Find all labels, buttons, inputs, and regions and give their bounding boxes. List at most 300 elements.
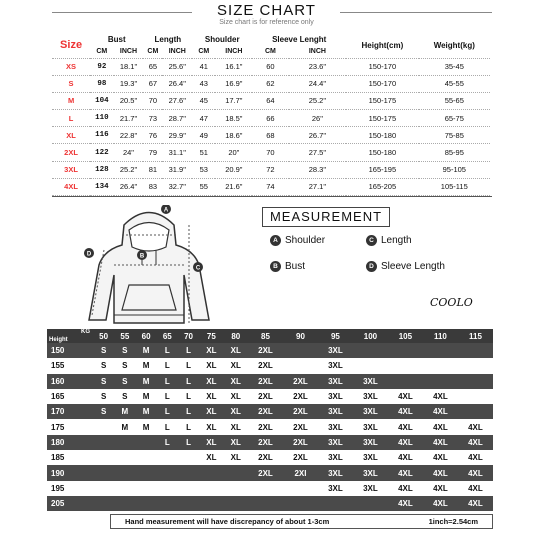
size-cell: 165-195 [346, 161, 418, 178]
size-recommendation [458, 404, 493, 419]
size-cell: 73 [143, 110, 162, 127]
height-value: 190 [47, 465, 93, 480]
size-recommendation: 3XL [353, 465, 388, 480]
size-recommendation: 2XL [283, 435, 318, 450]
size-recommendation: S [114, 343, 135, 358]
size-recommendation: M [114, 404, 135, 419]
height-row [47, 481, 493, 496]
height-row [47, 435, 493, 450]
weight-header: 70 [178, 329, 199, 343]
size-recommendation: 2XL [283, 419, 318, 434]
size-recommendation [114, 496, 135, 511]
hoodie-diagram [84, 205, 214, 325]
size-cell: 20.5" [114, 92, 144, 109]
size-recommendation [93, 465, 114, 480]
size-cell: 116 [90, 127, 113, 144]
page-subtitle: Size chart is for reference only [219, 19, 314, 26]
size-label: XL [52, 127, 90, 144]
size-recommendation: 3XL [318, 450, 353, 465]
size-recommendation [388, 343, 423, 358]
weight-header: 65 [157, 329, 178, 343]
unit-header: INCH [215, 45, 252, 58]
size-cell: 47 [192, 110, 215, 127]
size-recommendation: L [178, 389, 199, 404]
size-cell: 16.9" [215, 75, 252, 92]
size-recommendation: 3XL [353, 435, 388, 450]
size-recommendation: 4XL [388, 496, 423, 511]
size-cell: 55-65 [419, 92, 490, 109]
size-recommendation: 2XL [283, 389, 318, 404]
size-cell: 26.4" [114, 178, 144, 195]
page-title: SIZE CHART [217, 2, 316, 19]
size-cell: 20" [215, 144, 252, 161]
size-recommendation: L [178, 374, 199, 389]
size-row [52, 58, 490, 75]
size-recommendation: 3XL [318, 343, 353, 358]
size-cell: 150-180 [346, 144, 418, 161]
height-row [47, 389, 493, 404]
height-row [47, 404, 493, 419]
size-recommendation [353, 358, 388, 373]
size-recommendation: L [178, 358, 199, 373]
size-recommendation: L [178, 435, 199, 450]
size-row [52, 92, 490, 109]
size-recommendation: 4XL [458, 419, 493, 434]
size-cell: 25.6" [162, 58, 192, 75]
height-row [47, 450, 493, 465]
size-recommendation: 2XL [248, 419, 283, 434]
size-recommendation [157, 496, 178, 511]
measurement-title: MEASUREMENT [262, 207, 390, 227]
size-cell: 28.7" [162, 110, 192, 127]
size-row [52, 178, 490, 195]
size-cell: 35-45 [419, 58, 490, 75]
size-cell: 26.4" [162, 75, 192, 92]
size-recommendation [135, 465, 156, 480]
discrepancy-note: Hand measurement will have discrepancy of about 1-3cm [125, 517, 330, 526]
size-recommendation: L [157, 404, 178, 419]
brand-logo: COOLO [430, 296, 473, 309]
size-cell: 41 [192, 58, 215, 75]
size-cell: 104 [90, 92, 113, 109]
size-cell: 83 [143, 178, 162, 195]
size-recommendation [318, 496, 353, 511]
size-recommendation: 2XL [248, 404, 283, 419]
size-row [52, 110, 490, 127]
size-recommendation: 2XL [248, 374, 283, 389]
size-recommendation [224, 481, 248, 496]
size-recommendation: S [93, 389, 114, 404]
size-recommendation: 3XL [353, 419, 388, 434]
size-recommendation [135, 496, 156, 511]
size-recommendation [423, 358, 458, 373]
size-cell: 150-175 [346, 92, 418, 109]
size-recommendation: 3XL [318, 419, 353, 434]
size-table [52, 33, 490, 196]
size-recommendation: L [157, 419, 178, 434]
size-cell: 49 [192, 127, 215, 144]
size-recommendation [224, 496, 248, 511]
size-recommendation: L [178, 343, 199, 358]
weight-header: 80 [224, 329, 248, 343]
weight-header: 105 [388, 329, 423, 343]
size-cell: 51 [192, 144, 215, 161]
size-recommendation: S [114, 389, 135, 404]
size-recommendation: XL [224, 404, 248, 419]
unit-header: CM [192, 45, 215, 58]
size-cell: 16.1" [215, 58, 252, 75]
size-recommendation: 4XL [388, 389, 423, 404]
size-recommendation: 4XL [388, 465, 423, 480]
size-cell: 81 [143, 161, 162, 178]
size-recommendation: 4XL [458, 465, 493, 480]
size-recommendation: 4XL [388, 404, 423, 419]
height-row [47, 374, 493, 389]
size-recommendation [114, 465, 135, 480]
weight-header: 55 [114, 329, 135, 343]
size-recommendation: L [157, 435, 178, 450]
size-recommendation: M [135, 404, 156, 419]
size-recommendation: 3XL [318, 481, 353, 496]
size-recommendation: 2XL [248, 389, 283, 404]
size-recommendation: 3XL [353, 481, 388, 496]
height-value: 185 [47, 450, 93, 465]
unit-header: CM [252, 45, 288, 58]
weight-height-table [47, 329, 493, 511]
size-recommendation: L [178, 419, 199, 434]
size-cell: 72 [252, 161, 288, 178]
legend-key-d: D [366, 261, 377, 272]
size-recommendation [388, 374, 423, 389]
size-recommendation: XL [199, 358, 223, 373]
inch-conversion: 1inch=2.54cm [428, 517, 478, 526]
size-cell: 122 [90, 144, 113, 161]
size-recommendation: 3XL [318, 374, 353, 389]
size-recommendation: 4XL [458, 435, 493, 450]
size-cell: 60 [252, 58, 288, 75]
size-cell: 70 [252, 144, 288, 161]
legend-key-a: A [270, 235, 281, 246]
size-row [52, 144, 490, 161]
height-row [47, 465, 493, 480]
size-recommendation [114, 450, 135, 465]
size-label: XS [52, 58, 90, 75]
size-cell: 32.7" [162, 178, 192, 195]
size-recommendation: M [135, 389, 156, 404]
size-cell: 45 [192, 92, 215, 109]
size-recommendation [283, 358, 318, 373]
size-cell: 150-180 [346, 127, 418, 144]
height-row [47, 496, 493, 511]
size-recommendation [248, 496, 283, 511]
size-corner: Size [52, 33, 90, 58]
size-cell: 27.6" [162, 92, 192, 109]
size-recommendation: 4XL [458, 481, 493, 496]
size-recommendation: XL [199, 374, 223, 389]
size-cell: 27.5" [289, 144, 347, 161]
kg-height-corner [47, 329, 93, 343]
size-recommendation: M [135, 358, 156, 373]
size-recommendation: 4XL [423, 419, 458, 434]
footer-note [110, 514, 493, 529]
size-cell: 64 [252, 92, 288, 109]
size-recommendation [178, 450, 199, 465]
group-weight: Weight(kg) [419, 33, 490, 58]
size-recommendation [458, 343, 493, 358]
size-recommendation [157, 481, 178, 496]
size-recommendation [458, 389, 493, 404]
height-value: 195 [47, 481, 93, 496]
height-value: 180 [47, 435, 93, 450]
height-label: Height [49, 337, 68, 343]
size-recommendation: 3XL [353, 450, 388, 465]
size-cell: 27.1" [289, 178, 347, 195]
size-recommendation: 3XL [318, 465, 353, 480]
size-recommendation: XL [199, 389, 223, 404]
size-cell: 53 [192, 161, 215, 178]
size-recommendation [135, 435, 156, 450]
size-recommendation: S [93, 358, 114, 373]
size-recommendation: 4XL [388, 419, 423, 434]
size-recommendation: 4XL [423, 435, 458, 450]
height-row [47, 358, 493, 373]
size-label: 3XL [52, 161, 90, 178]
size-recommendation [458, 374, 493, 389]
size-recommendation: 4XL [423, 450, 458, 465]
height-value: 170 [47, 404, 93, 419]
marker-a-label: A [163, 207, 169, 214]
size-recommendation [388, 358, 423, 373]
size-recommendation: 2XL [248, 435, 283, 450]
size-label: 2XL [52, 144, 90, 161]
size-recommendation: 4XL [423, 465, 458, 480]
size-cell: 105-115 [419, 178, 490, 195]
size-recommendation: 3XL [318, 404, 353, 419]
size-recommendation [135, 450, 156, 465]
size-recommendation: 2XI [283, 465, 318, 480]
size-recommendation [93, 481, 114, 496]
size-cell: 92 [90, 58, 113, 75]
legend-label-bust: Bust [285, 261, 306, 272]
size-recommendation: XL [224, 374, 248, 389]
size-recommendation: XL [224, 389, 248, 404]
group-shoulder: Shoulder [204, 34, 240, 44]
size-cell: 66 [252, 110, 288, 127]
size-label: M [52, 92, 90, 109]
size-row [52, 127, 490, 144]
size-recommendation [178, 496, 199, 511]
size-cell: 85-95 [419, 144, 490, 161]
size-recommendation [248, 481, 283, 496]
height-row [47, 343, 493, 358]
height-value: 155 [47, 358, 93, 373]
legend-label-shoulder: Shoulder [285, 235, 326, 246]
size-recommendation: 2XL [283, 450, 318, 465]
size-cell: 128 [90, 161, 113, 178]
size-recommendation [93, 450, 114, 465]
size-recommendation: 4XL [388, 435, 423, 450]
size-cell: 26" [289, 110, 347, 127]
weight-header: 110 [423, 329, 458, 343]
weight-header: 50 [93, 329, 114, 343]
weight-header: 90 [283, 329, 318, 343]
size-row [52, 161, 490, 178]
weight-header: 75 [199, 329, 223, 343]
size-cell: 65-75 [419, 110, 490, 127]
size-recommendation [199, 496, 223, 511]
size-cell: 24" [114, 144, 144, 161]
weight-header: 85 [248, 329, 283, 343]
size-cell: 110 [90, 110, 113, 127]
size-recommendation: 4XL [388, 481, 423, 496]
size-cell: 18.6" [215, 127, 252, 144]
size-cell: 25.2" [114, 161, 144, 178]
size-recommendation: 3XL [353, 404, 388, 419]
size-cell: 31.1" [162, 144, 192, 161]
weight-header: 60 [135, 329, 156, 343]
size-recommendation: XL [224, 435, 248, 450]
size-cell: 150-175 [346, 110, 418, 127]
group-bust: Bust [107, 34, 126, 44]
size-recommendation: S [114, 374, 135, 389]
group-length: Length [154, 34, 182, 44]
size-cell: 70 [143, 92, 162, 109]
size-cell: 22.8" [114, 127, 144, 144]
size-recommendation: XL [224, 450, 248, 465]
size-cell: 28.3" [289, 161, 347, 178]
size-cell: 23.6" [289, 58, 347, 75]
size-recommendation [93, 419, 114, 434]
size-recommendation: XL [224, 343, 248, 358]
size-cell: 95-105 [419, 161, 490, 178]
size-recommendation: 4XL [423, 404, 458, 419]
size-recommendation [458, 358, 493, 373]
size-recommendation: S [93, 374, 114, 389]
size-recommendation: 2XL [283, 374, 318, 389]
legend-label-sleeve: Sleeve Length [381, 261, 445, 272]
size-recommendation: 4XL [458, 450, 493, 465]
size-cell: 31.9" [162, 161, 192, 178]
weight-header: 95 [318, 329, 353, 343]
size-recommendation [199, 465, 223, 480]
size-recommendation: M [114, 419, 135, 434]
size-recommendation: XL [199, 450, 223, 465]
unit-header: CM [90, 45, 113, 58]
size-recommendation: S [93, 343, 114, 358]
weight-header: 100 [353, 329, 388, 343]
size-cell: 98 [90, 75, 113, 92]
size-cell: 29.9" [162, 127, 192, 144]
size-cell: 67 [143, 75, 162, 92]
marker-c-label: C [195, 265, 201, 272]
size-recommendation: 2XL [248, 450, 283, 465]
size-recommendation: 3XL [318, 435, 353, 450]
size-recommendation [283, 343, 318, 358]
size-recommendation [93, 435, 114, 450]
unit-header: INCH [289, 45, 347, 58]
size-recommendation: XL [199, 435, 223, 450]
kg-label: KG [81, 329, 90, 335]
size-recommendation: 2XL [248, 358, 283, 373]
group-sleeve: Sleeve Lenght [272, 34, 327, 44]
size-cell: 74 [252, 178, 288, 195]
weight-header: 115 [458, 329, 493, 343]
size-recommendation [178, 465, 199, 480]
unit-header: CM [143, 45, 162, 58]
marker-b-label: B [139, 253, 145, 260]
size-recommendation: XL [199, 419, 223, 434]
size-recommendation [135, 481, 156, 496]
size-recommendation: L [157, 358, 178, 373]
unit-header: INCH [114, 45, 144, 58]
legend-sleeve [366, 261, 445, 272]
size-recommendation [157, 465, 178, 480]
size-recommendation: M [135, 374, 156, 389]
size-recommendation: 4XL [458, 496, 493, 511]
size-recommendation: L [157, 389, 178, 404]
legend-key-b: B [270, 261, 281, 272]
size-cell: 20.9" [215, 161, 252, 178]
size-cell: 18.5" [215, 110, 252, 127]
size-cell: 21.7" [114, 110, 144, 127]
size-recommendation [423, 343, 458, 358]
size-cell: 17.7" [215, 92, 252, 109]
size-cell: 18.1" [114, 58, 144, 75]
size-cell: 76 [143, 127, 162, 144]
size-cell: 165-205 [346, 178, 418, 195]
size-recommendation [353, 496, 388, 511]
size-cell: 150-170 [346, 58, 418, 75]
size-recommendation: 3XL [318, 389, 353, 404]
size-recommendation: L [157, 374, 178, 389]
size-cell: 19.3" [114, 75, 144, 92]
size-recommendation: 2XL [248, 343, 283, 358]
group-height: Height(cm) [346, 33, 418, 58]
height-value: 160 [47, 374, 93, 389]
legend-bust [270, 261, 305, 272]
legend-shoulder [270, 235, 325, 246]
size-recommendation: 4XL [423, 496, 458, 511]
size-recommendation [224, 465, 248, 480]
size-recommendation: S [114, 358, 135, 373]
size-recommendation: XL [199, 343, 223, 358]
size-cell: 21.6" [215, 178, 252, 195]
size-row [52, 75, 490, 92]
size-cell: 75-85 [419, 127, 490, 144]
size-recommendation: 4XL [388, 450, 423, 465]
size-recommendation: 4XL [423, 389, 458, 404]
size-label: L [52, 110, 90, 127]
size-recommendation: M [135, 419, 156, 434]
size-cell: 45-55 [419, 75, 490, 92]
size-cell: 62 [252, 75, 288, 92]
size-recommendation: 4XL [423, 481, 458, 496]
height-value: 205 [47, 496, 93, 511]
height-row [47, 419, 493, 434]
legend-length [366, 235, 412, 246]
size-cell: 150-170 [346, 75, 418, 92]
size-label: 4XL [52, 178, 90, 195]
size-recommendation: 3XL [318, 358, 353, 373]
marker-d-label: D [86, 251, 92, 258]
size-recommendation: S [93, 404, 114, 419]
size-cell: 24.4" [289, 75, 347, 92]
size-recommendation: 2XL [248, 465, 283, 480]
size-cell: 55 [192, 178, 215, 195]
size-cell: 134 [90, 178, 113, 195]
size-cell: 25.2" [289, 92, 347, 109]
unit-header: INCH [162, 45, 192, 58]
